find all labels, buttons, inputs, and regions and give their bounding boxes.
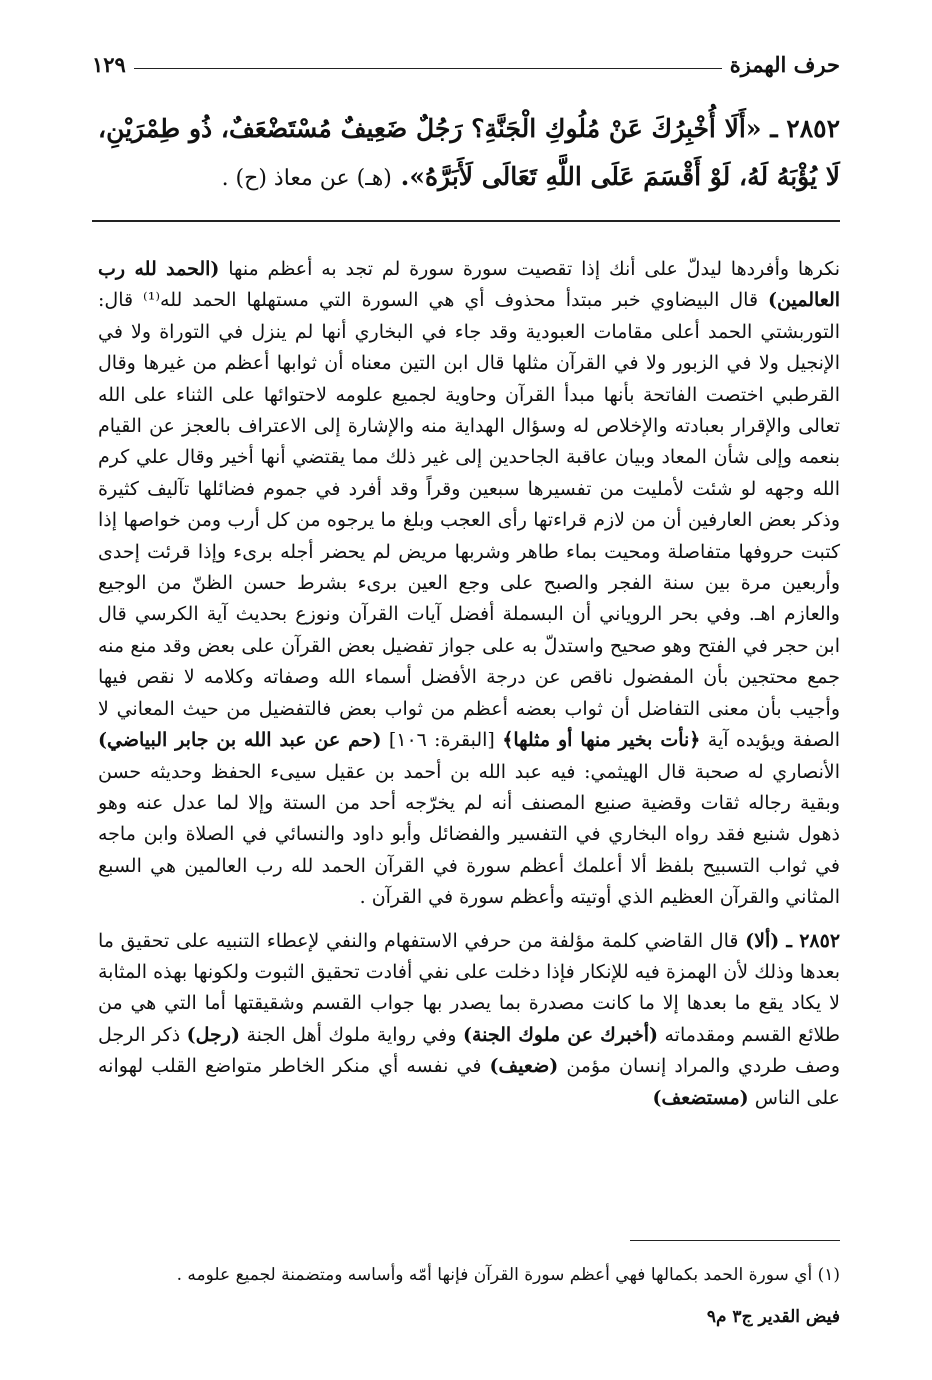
page-number: ١٢٩ <box>92 51 126 77</box>
commentary-bold-phrase: (أخبرك عن ملوك الجنة) <box>462 1023 659 1046</box>
commentary-text: ذكر الرجل وصف طردي والمراد إنسان مؤمن <box>98 1023 840 1078</box>
signature-mark: فيض القدير ج٣ م٩ <box>706 1307 840 1327</box>
commentary-bold-phrase: (مستضعف) <box>652 1086 749 1109</box>
hadith-text-block <box>98 105 840 203</box>
commentary-text: الأنصاري له صحبة قال الهيثمي: فيه عبد الله بن أحمد بن عقيل سيىء الحفظ وحديثه حسن وبقية رجاله ثقات وقضية صنيع المصنف أنه لم يخرّجه أحد من الستة وإلا لما عدل عنه وهو ذهول شنيع فقد رواه البخاري في التفسير والفضائل وأبو داود والنسائي في الصلاة وابن ماجه في ثواب التسبيح بلفظ ألا أعلمك أعظم سورة في القرآن الحمد لله رب العالمين هي السبع المثاني والقرآن العظيم الذي أوتيته وأعظم سورة في القرآن . <box>98 760 840 909</box>
commentary-bold-phrase: (الحمد لله رب العالمين) <box>98 258 841 312</box>
chapter-title: حرف الهمزة <box>729 51 840 77</box>
hadith-source: (هـ) عن معاذ (ح) . <box>221 166 392 191</box>
footnote-divider <box>630 1240 840 1241</box>
commentary-text: قال القاضي كلمة مؤلفة من حرفي الاستفهام والنفي لإعطاء التنبيه على تحقيق ما بعدها وذلك لأن الهمزة فيه للإنكار فإذا دخلت على نفي أفادت تحقيق الثبوت ولكونها بهذه المثابة لا يكاد يقع ما بعدها إلا ما كانت مصدرة بما يصدر بها جواب القسم وشقيقتها أما التي هي من طلائع القسم ومقدماته <box>98 929 840 1046</box>
section-divider <box>92 220 840 222</box>
commentary-paragraph <box>98 254 840 914</box>
commentary-text: وفي رواية ملوك أهل الجنة <box>246 1023 457 1046</box>
hadith-number: ٢٨٥٢ ـ <box>770 114 840 143</box>
commentary-bold-phrase: (رجل) <box>186 1023 240 1046</box>
commentary-block <box>98 254 840 1114</box>
running-header <box>92 44 840 84</box>
commentary-text: نكرها وأفردها ليدلّ على أنك إذا تقصيت سورة سورة لم تجد به أعظم منها <box>228 258 840 280</box>
verse-reference: [البقرة: ١٠٦] <box>388 729 495 752</box>
commentary-text: قال البيضاوي خبر مبتدأ محذوف أي هي السورة التي مستهلها الحمد لله⁽¹⁾ قال: التوربشتي الحمد أعلى مقامات العبودية وقد جاء في البخاري أنها لم ينزل في التوراة ولا في الإنجيل ولا في الزبور ولا في القرآن مثلها قال ابن التين معناه أن ثوابها أعظم من غيرها وقال القرطبي اختصت الفاتحة بأنها مبدأ القرآن وحاوية لجميع علومه لاحتوائها على الثناء على الله تعالى والإقرار بعبادته والإخلاص له وسؤال الهداية منه والإشارة إلى الاعتراف بالعجز عن القيام بنعمه وإلى شأن المعاد وبيان عاقبة الجاحدين إلى غير ذلك مما يقتضي أنها أخير وقال علي كرم الله وجهه لو شئت لأمليت من تفسيرها سبعين وقراً وقد أفرد في جموم فضائلها تآليف كثيرة وذكر بعض العارفين أن من لازم قراءتها رأى العجب وبلغ ما يرجوه من كل أرب ومن خواصها إذا كتبت حروفها متفاصلة ومحيت بماء طاهر وشربها مريض لم يحضر أجله برىء وإذا قرئت إحدى وأربعين مرة بين سنة الفجر والصبح على وجع العين برىء بشرط حسن الظنّ من الوجيع والعازم اهـ. وفي بحر الروياني أن البسملة أفضل آيات القرآن ونوزع بحديث آية الكرسي قال ابن حجر في الفتح وهو صحيح واستدلّ به على جواز تفضيل بعض القرآن على بعض وقد منع منه جمع محتجين بأن المفضول ناقص عن درجة الأفضل أسماء الله وصفاته وكلامه لا نقص فيها وأجيب بأن معنى التفاضل أن ثواب بعضه أعظم من ثواب بعض فالتفضيل من حيث المعاني لا الصفة ويؤيده آية <box>98 289 840 752</box>
commentary-paragraph <box>98 926 840 1114</box>
commentary-bold-phrase: ٢٨٥٢ ـ (ألا) <box>745 929 841 952</box>
commentary-text: في نفسه أي منكر الخاطر متواضع القلب لهوانه على الناس <box>98 1055 840 1109</box>
footnote: (١) أي سورة الحمد بكمالها فهي أعظم سورة القرآن فإنها أمّه وأساسه ومتضمنة لجميع علومه . <box>176 1265 840 1285</box>
hadith-text: «أَلَا أُخْبِرُكَ عَنْ مُلُوكِ الْجَنَّةِ؟ رَجُلٌ ضَعِيفٌ مُسْتَضْعَفٌ، ذُو طِمْرَيْنِ، لَا يُؤْبَهُ لَهُ، لَوْ أَقْسَمَ عَلَى اللَّهِ تَعَالَى لَأَبَرَّهُ». <box>98 114 840 191</box>
quran-verse: ﴿نأت بخير منها أو مثلها﴾ <box>502 729 701 752</box>
header-rule <box>134 68 722 69</box>
commentary-bold-phrase: (ضعيف) <box>489 1055 559 1078</box>
narrator-reference: (حم عن عبد الله بن جابر البياضي) <box>98 729 382 752</box>
